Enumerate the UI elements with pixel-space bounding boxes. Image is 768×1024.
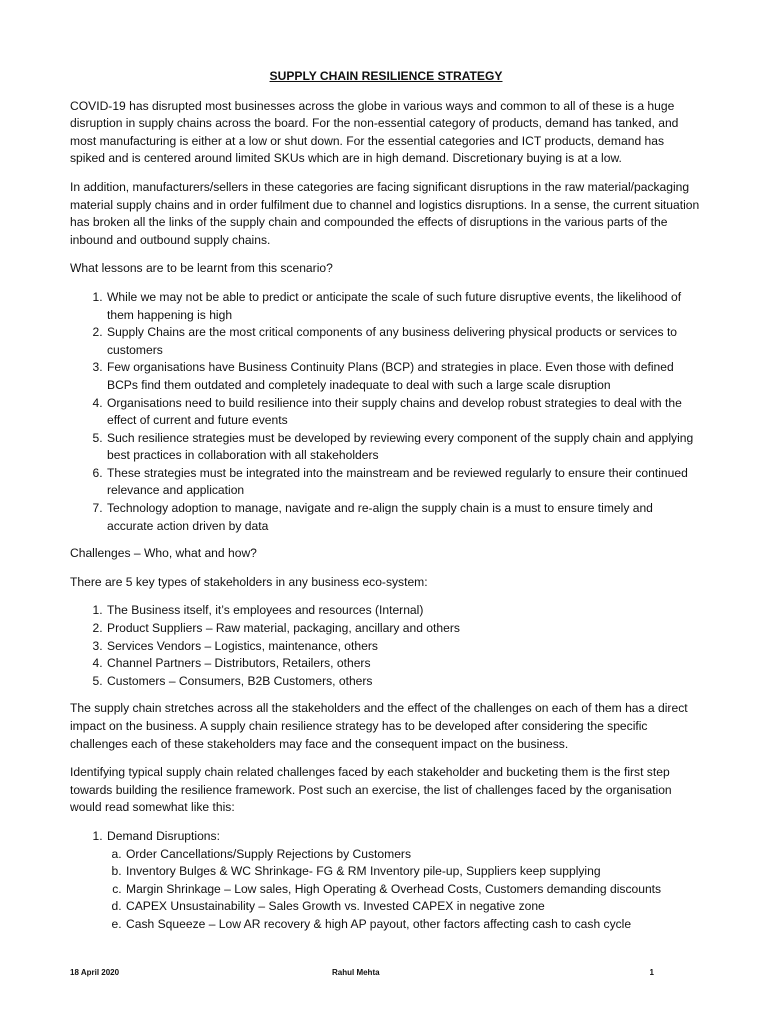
challenges-heading: Challenges – Who, what and how? [70,546,257,561]
list-item: 4. Organisations need to build resilience into their supply chains and develop robust strategies to deal with the effect of current and future events [106,395,702,430]
list-item: 2. Supply Chains are the most critical components of any business delivering physical products or services to customers [106,324,702,359]
lessons-list [70,289,702,535]
list-item: 2. Product Suppliers – Raw material, packaging, ancillary and others [106,620,702,638]
challenges-list [70,828,702,934]
page-number: 1 [649,968,654,977]
list-item: 5. Customers – Consumers, B2B Customers, others [106,673,702,691]
list-item: d. CAPEX Unsustainability – Sales Growth vs. Invested CAPEX in negative zone [125,898,702,916]
lessons-question: What lessons are to be learnt from this scenario? [70,261,333,276]
list-item: b. Inventory Bulges & WC Shrinkage- FG & RM Inventory pile-up, Suppliers keep supplying [125,863,702,881]
footer-date: 18 April 2020 [70,968,120,977]
stakeholders-intro: There are 5 key types of stakeholders in any business eco-system: [70,574,428,589]
document-title: SUPPLY CHAIN RESILIENCE STRATEGY [269,69,503,83]
disruption-paragraph: In addition, manufacturers/sellers in these categories are facing significant disruptions in the raw material/packaging material supply chains and in order fulfilment due to channel and logistics disruptions. In a sense, the current situation has broken all the links of the supply chain and compounded the effects of disruptions in the various parts of the inbound and outbound supply chains. [70,179,700,247]
list-item: c. Margin Shrinkage – Low sales, High Operating & Overhead Costs, Customers demanding discounts [125,881,702,899]
stretch-paragraph: The supply chain stretches across all the stakeholders and the effect of the challenges on each of them has a direct impact on the business. A supply chain resilience strategy has to be developed after considering the specific challenges each of these stakeholders may face and the consequent impact on the business. [70,701,688,751]
intro-paragraph: COVID-19 has disrupted most businesses across the globe in various ways and common to all of these is a huge disruption in supply chains across the board. For the non-essential category of products, demand has tanked, and most manufacturing is either at a low or shut down. For the essential categories and ICT products, demand has spiked and is centered around limited SKUs which are in high demand. Discretionary buying is at a low. [70,98,679,166]
document-body [70,68,702,944]
list-item: 6. These strategies must be integrated into the mainstream and be reviewed regularly to ensure their continued relevance and application [106,465,702,500]
list-item: 3. Services Vendors – Logistics, maintenance, others [106,638,702,656]
stakeholders-list [70,602,702,690]
footer-author: Rahul Mehta [332,968,380,977]
list-item: e. Cash Squeeze – Low AR recovery & high AP payout, other factors affecting cash to cash cycle [125,916,702,934]
challenge-group-label: Demand Disruptions: [107,828,220,843]
list-item: 1. While we may not be able to predict or anticipate the scale of such future disruptive events, the likelihood of them happening is high [106,289,702,324]
list-item: 1. The Business itself, it’s employees and resources (Internal) [106,602,702,620]
identify-paragraph: Identifying typical supply chain related challenges faced by each stakeholder and bucketing them is the first step towards building the resilience framework. Post such an exercise, the list of challenges faced by the organisation would read somewhat like this: [70,765,672,815]
challenge-group [106,828,702,934]
list-item: 4. Channel Partners – Distributors, Retailers, others [106,655,702,673]
list-item: a. Order Cancellations/Supply Rejections by Customers [125,846,702,864]
challenge-sublist [107,846,702,934]
list-item: 7. Technology adoption to manage, navigate and re-align the supply chain is a must to ensure timely and accurate action driven by data [106,500,702,535]
list-item: 5. Such resilience strategies must be developed by reviewing every component of the supply chain and applying best practices in collaboration with all stakeholders [106,430,702,465]
list-item: 3. Few organisations have Business Continuity Plans (BCP) and strategies in place. Even those with defined BCPs find them outdated and completely inadequate to deal with such a large scale disruption [106,359,702,394]
